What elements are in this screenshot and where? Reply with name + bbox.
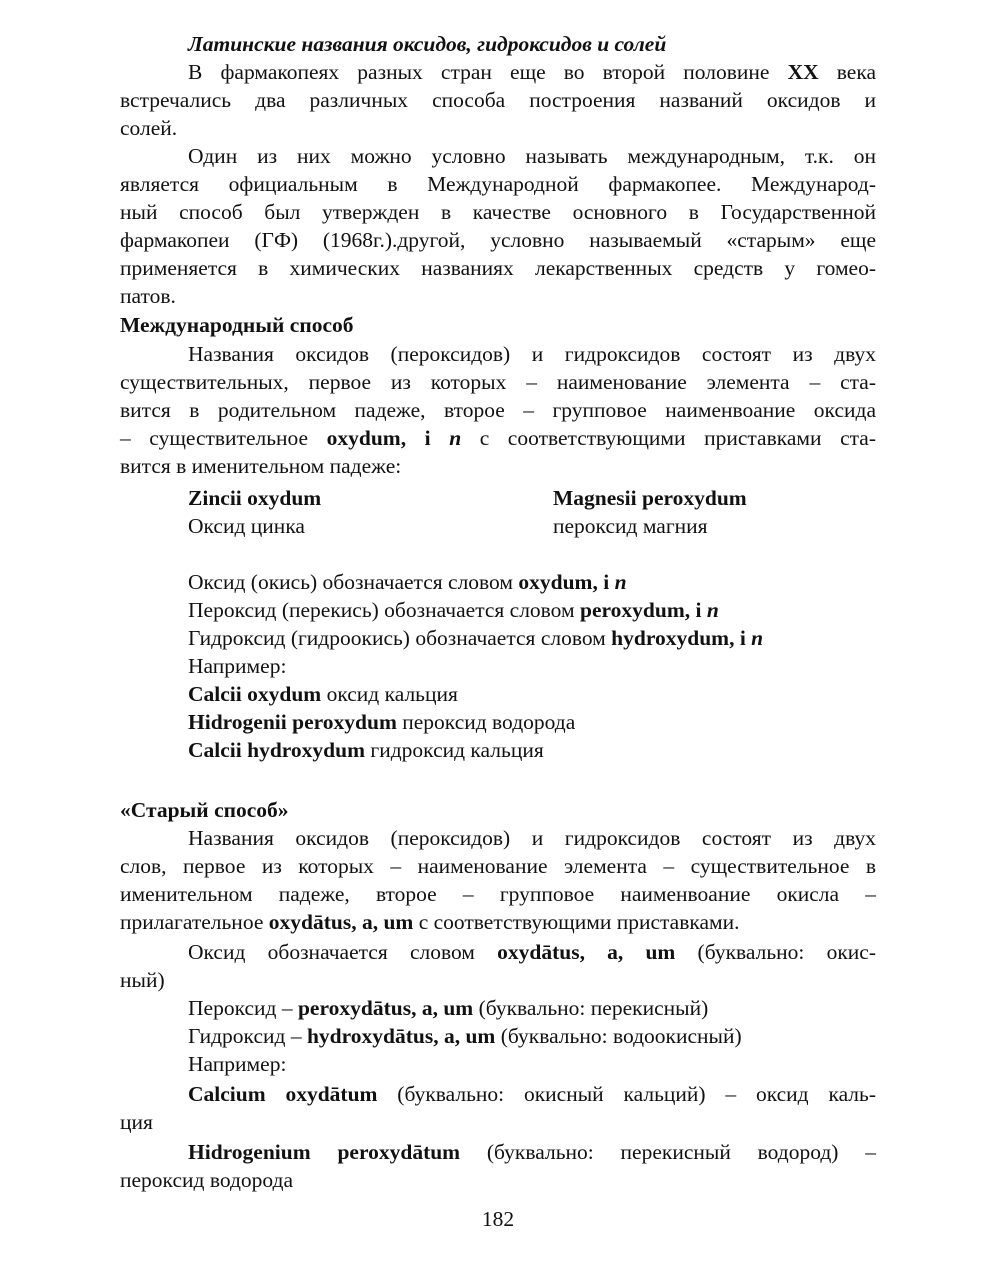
paragraph-line: Названия оксидов (пероксидов) и гидроксидов состоят из двух: [188, 826, 876, 850]
definition-line: Оксид (окись) обозначается словом oxydum, i n: [188, 570, 627, 594]
paragraph-line: именительном падеже, второе – групповое наименвоание окисла –: [120, 882, 876, 906]
example-line: пероксид водорода: [120, 1168, 294, 1192]
example-line: ция: [120, 1110, 153, 1134]
paragraph-line: является официальным в Международной фармакопее. Международ-: [120, 172, 876, 196]
paragraph-line: фармакопеи (ГФ) (1968г.).другой, условно называемый «старым» еще: [120, 228, 876, 252]
paragraph-line: существительных, первое из которых – наименование элемента – ста-: [120, 370, 876, 394]
example-line: Hidrogenium peroxydātum (буквально: перекисный водород) –: [188, 1140, 876, 1164]
example-translation: пероксид магния: [553, 514, 708, 538]
definition-line: Гидроксид – hydroxydātus, a, um (буквально: водоокисный): [188, 1024, 742, 1048]
paragraph-line: вится в именительном падеже:: [120, 454, 402, 478]
definition-line: Гидроксид (гидроокись) обозначается словом hydroxydum, i n: [188, 626, 764, 650]
paragraph-line: ный): [120, 968, 165, 992]
definition-line: Пероксид (перекись) обозначается словом peroxydum, i n: [188, 598, 719, 622]
paragraph-line: ный способ был утвержден в качестве основного в Государственной: [120, 200, 876, 224]
paragraph-line: Оксид обозначается словом oxydātus, a, um (буквально: окис-: [188, 940, 876, 964]
example-line: Calcium oxydātum (буквально: окисный кальций) – оксид каль-: [188, 1082, 876, 1106]
definition-line: Пероксид – peroxydātus, a, um (буквально: перекисный): [188, 996, 709, 1020]
paragraph-line: применяется в химических названиях лекарственных средств у гомео-: [120, 256, 876, 280]
paragraph-line: слов, первое из которых – наименование элемента – существительное в: [120, 854, 876, 878]
example-line: Calcii oxydum оксид кальция: [188, 682, 458, 706]
example-latin: Zincii oxydum: [188, 486, 322, 510]
paragraph-line: В фармакопеях разных стран еще во второй половине XX века: [188, 60, 876, 84]
example-line: Calcii hydroxydum гидроксид кальция: [188, 738, 544, 762]
paragraph-line: встречались два различных способа построения названий оксидов и: [120, 88, 876, 112]
example-label: Например:: [188, 1052, 287, 1076]
example-label: Например:: [188, 654, 287, 678]
example-latin: Magnesii peroxydum: [553, 486, 747, 510]
paragraph-line: солей.: [120, 116, 178, 140]
paragraph-line: Один из них можно условно называть международным, т.к. он: [188, 144, 876, 168]
example-translation: Оксид цинка: [188, 514, 305, 538]
paragraph-line: прилагательное oxydātus, a, um с соответствующими приставками.: [120, 910, 740, 934]
page-number: 182: [481, 1207, 515, 1231]
paragraph-line: Названия оксидов (пероксидов) и гидроксидов состоят из двух: [188, 342, 876, 366]
paragraph-line: вится в родительном падеже, второе – групповое наименвоание оксида: [120, 398, 876, 422]
paragraph-line: – существительное oxydum, i n с соответствующими приставками ста-: [120, 426, 876, 450]
section-heading: Международный способ: [120, 313, 354, 337]
example-line: Hidrogenii peroxydum пероксид водорода: [188, 710, 576, 734]
section-heading: «Старый способ»: [120, 798, 289, 822]
document-title: Латинские названия оксидов, гидроксидов и солей: [188, 32, 667, 56]
paragraph-line: патов.: [120, 284, 176, 308]
